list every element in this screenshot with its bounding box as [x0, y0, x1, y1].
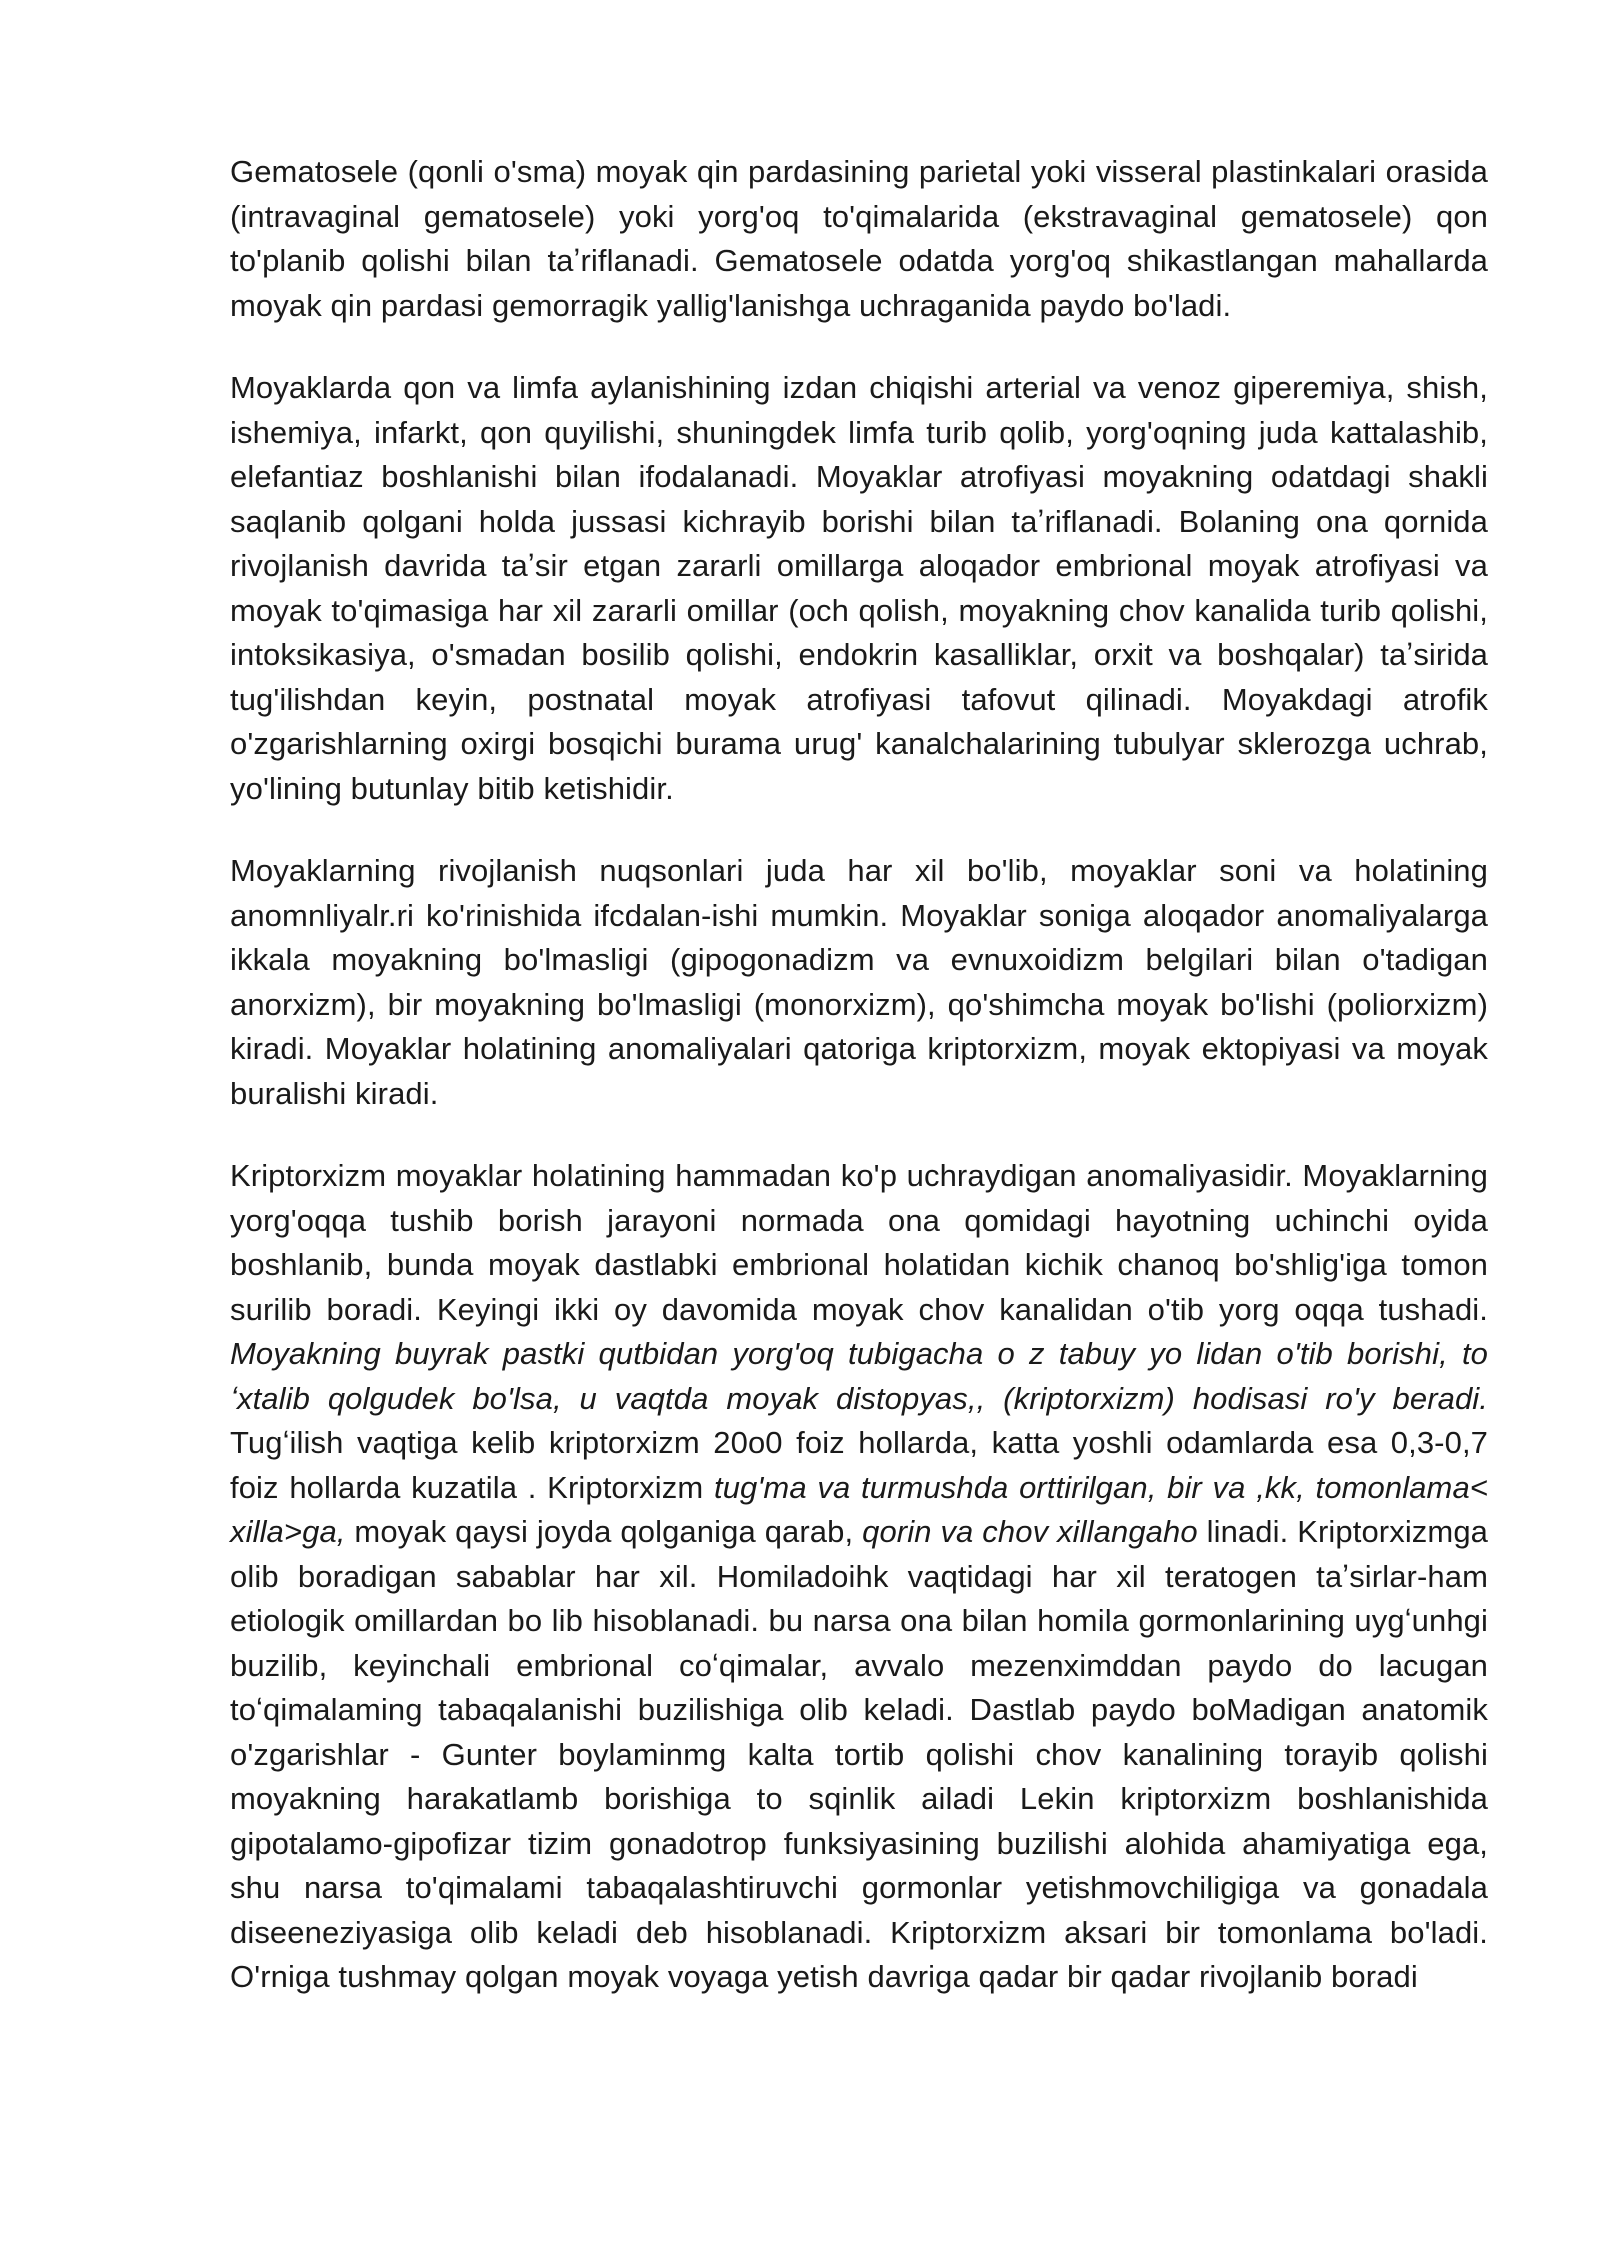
paragraph-text: moyak qaysi joyda qolganiga qarab,	[345, 1514, 863, 1549]
paragraph-text: Gematosele (qonli o'sma) moyak qin pardasining parietal yoki visseral plastinkalari orasida (intravaginal gematosele) yoki yorg'oq to'qimalarida (ekstravaginal gematosele) qon to'planib qolishi bilan taʼriflanadi. Gematosele odatda yorg'oq shikastlangan mahallarda moyak qin pardasi gemorragik yallig'lanishga uchraganida paydo bo'ladi.	[230, 154, 1488, 323]
paragraph-kriptorxizm	[230, 1154, 1488, 2000]
paragraph-text: linadi. Kriptorxizmga olib boradigan sabablar har xil. Homiladoihk vaqtidagi har xil teratogen taʼsirlar-ham etiologik omillardan bo lib hisoblanadi. bu narsa ona bilan homila gormonlarining uygʻunhgi buzilib, keyinchali embrional coʻqimalar, avvalo mezenximddan paydo do lacugan toʻqimalaming tabaqalanishi buzilishiga olib keladi. Dastlab paydo boMadigan anatomik o'zgarishlar - Gunter boylaminmg kalta tortib qolishi chov kanalining torayib qolishi moyakning harakatlamb borishiga to sqinlik ailadi Lekin kriptorxizm boshlanishida gipotalamo-gipofizar tizim gonadotrop funksiyasining buzilishi alohida ahamiyatiga ega, shu narsa to'qimalami tabaqalashtiruvchi gormonlar yetishmovchiligiga va gonadala diseeneziyasiga olib keladi deb hisoblanadi. Kriptorxizm aksari bir tomonlama bo'ladi. O'rniga tushmay qolgan moyak voyaga yetish davriga qadar bir qadar rivojlanib boradi	[230, 1514, 1489, 1994]
paragraph-text: Tugʻilish vaqtiga kelib kriptorxizm 20o0 foiz hollarda, katta yoshli odamlarda esa 0,3-0,7 foiz hollarda kuzatila . Kriptorxizm	[230, 1425, 1488, 1505]
italic-text: qorin va chov xillangaho	[862, 1514, 1198, 1549]
italic-text: Moyakning buyrak pastki qutbidan yorg'oq tubigacha o z tabuy yo lidan o'tib borishi, to ʻxtalib qolgudek bo'lsa, и vaqtda moyak distopyas,, (kriptorxizm) hodisasi ro'y beradi.	[230, 1336, 1488, 1416]
paragraph-text: Moyaklarda qon va limfa aylanishining izdan chiqishi arterial va venoz giperemiya, shish, ishemiya, infarkt, qon quyilishi, shuningdek limfa turib qolib, yorg'oqning juda kattalashib, elefantiaz boshlanishi bilan ifodalanadi. Moyaklar atrofiyasi moyakning odatdagi shakli saqlanib qolgani holda jussasi kichrayib borishi bilan taʼriflanadi. Bolaning ona qornida rivojlanish davrida taʼsir etgan zararli omillarga aloqador embrional moyak atrofiyasi va moyak to'qimasiga har xil zararli omillar (och qolish, moyakning chov kanalida turib qolishi, intoksikasiya, o'smadan bosilib qolishi, endokrin kasalliklar, orxit va boshqalar) taʼsirida tug'ilishdan keyin, postnatal moyak atrofiyasi tafovut qilinadi. Moyakdagi atrofik o'zgarishlarning oxirgi bosqichi burama urug' kanalchalarining tubulyar sklerozga uchrab, yo'lining butunlay bitib ketishidir.	[230, 370, 1488, 806]
paragraph-text: Kriptorxizm moyaklar holatining hammadan ko'p uchraydigan anomaliyasidir. Moyaklarning yorg'oqqa tushib borish jarayoni normada ona qomidagi hayotning uchinchi oyida boshlanib, bunda moyak dastlabki embrional holatidan kichik chanoq bo'shlig'iga tomon surilib boradi. Keyingi ikki oy davomida moyak chov kanalidan o'tib yorg oqqa tushadi.	[230, 1158, 1488, 1327]
paragraph-blood-lymph-circulation	[230, 366, 1488, 811]
paragraph-text: Moyaklarning rivojlanish nuqsonlari juda har xil bo'lib, moyaklar soni va holatining anomnliyalr.ri ko'rinishida ifcdalan-ishi mumkin. Moyaklar soniga aloqador anomaliyalarga ikkala moyakning bo'lmasligi (gipogonadizm va evnuxoidizm belgilari bilan o'tadigan anorxizm), bir moyakning bo'lmasligi (monorxizm), qo'shimcha moyak bo'lishi (poliorxizm) kiradi. Moyaklar holatining anomaliyalari qatoriga kriptorxizm, moyak ektopiyasi va moyak buralishi kiradi.	[230, 853, 1488, 1111]
document-body	[230, 150, 1488, 2000]
paragraph-developmental-defects	[230, 849, 1488, 1116]
paragraph-gematosele	[230, 150, 1488, 328]
italic-text: tug'ma va turmushda orttirilgan, bir va ,kk, tomonlama< xilla>ga,	[230, 1469, 1488, 1549]
